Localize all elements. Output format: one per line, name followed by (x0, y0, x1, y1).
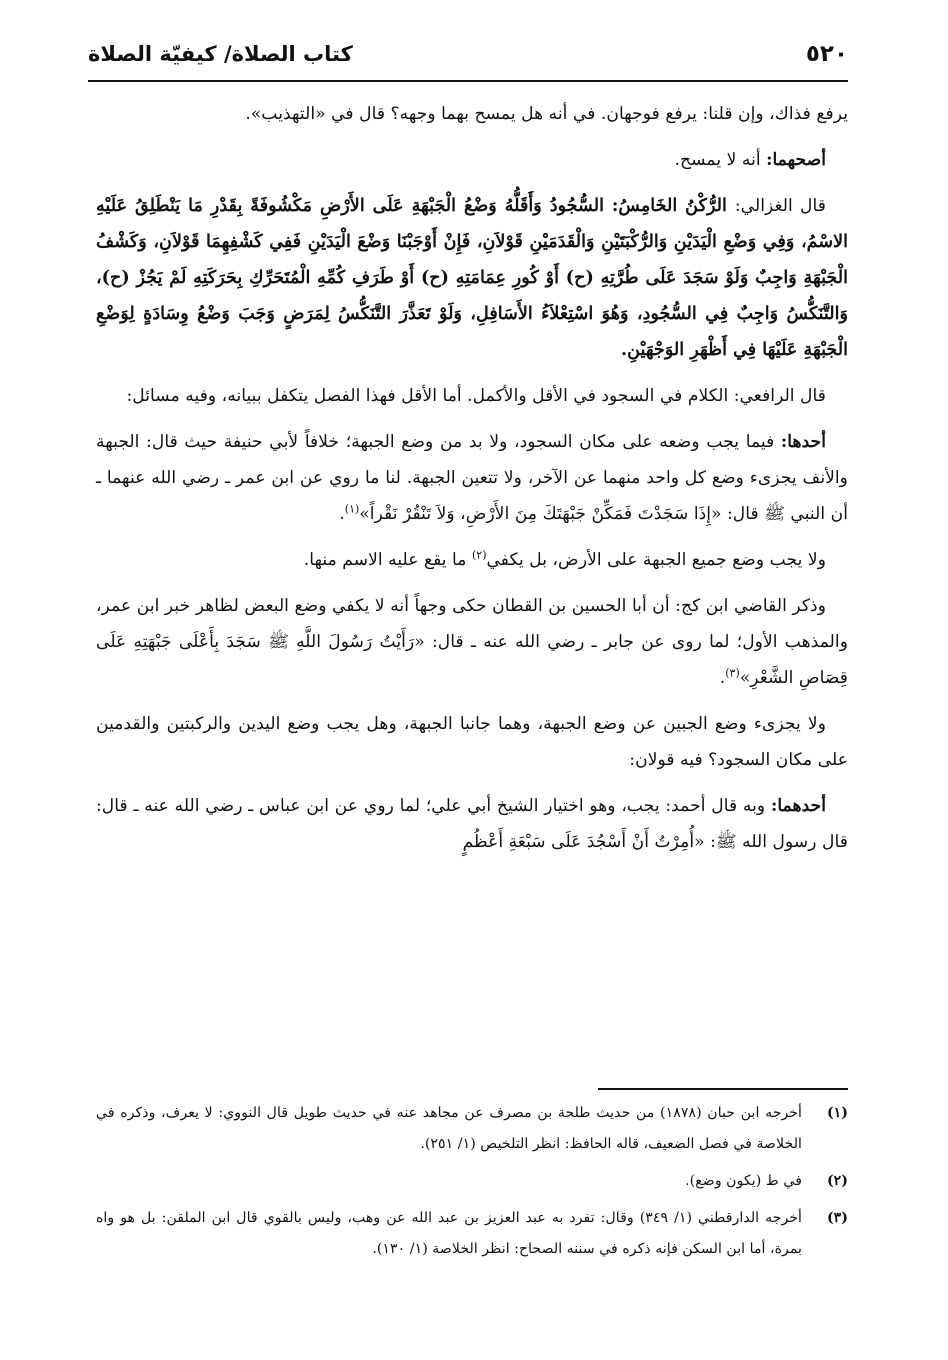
paragraph-text: قال الرافعي: الكلام في السجود في الأقل والأكمل. أما الأقل فهذا الفصل يتكفل ببيانه، وفيه مسائل: (126, 386, 826, 406)
footnote-text: أخرجه الدارقطني (١/ ٣٤٩) وقال: تفرد به عبد العزيز بن عبد الله عن وهب، وليس بالقوي قال ابن الملقن: بل هو واه بمرة، أما ابن السكن فإنه ذكره في سننه الصحاح: انظر الخلاصة (١/ ١٣٠). (96, 1210, 802, 1257)
paragraph-lead: قال الغزالي: (734, 196, 827, 216)
paragraph-ghazali (96, 188, 848, 368)
footnotes (96, 1098, 848, 1271)
paragraph-lead: أحدها: (780, 432, 826, 452)
paragraph-text: ولا يجب وضع جميع الجبهة على الأرض، بل يكفي (486, 550, 826, 570)
paragraph-text: أنه لا يمسح. (674, 150, 767, 170)
footnote-number: (١) (826, 1105, 848, 1121)
footnote-ref[interactable]: (٣) (725, 666, 740, 680)
footnote-rule (598, 1088, 848, 1090)
paragraph-text: فيما يجب وضعه على مكان السجود، ولا بد من وضع الجبهة؛ خلافاً لأبي حنيفة حيث قال: الجبهة والأنف يجزىء وضع كل واحد منهما عن الآخر، ولا تتعين الجبهة. لنا ما روي عن ابن عمر ـ رضي الله عنهما ـ أن النبي ﷺ قال: «إِذَا سَجَدْتَ فَمَكِّنْ جَبْهَتَكَ مِنَ الأَرْضِ، وَلاَ تَنْقُرْ نَقْراً» (96, 432, 848, 524)
paragraph-lead: أحدهما: (770, 796, 826, 816)
page-number: ٥٢٠ (805, 41, 848, 67)
footnote (96, 1166, 848, 1197)
page-header (88, 32, 848, 76)
paragraph-tail: . (339, 504, 345, 524)
paragraph (96, 706, 848, 778)
footnote (96, 1203, 848, 1265)
paragraph-tail: . (719, 668, 726, 688)
footnote-text: أخرجه ابن حبان (١٨٧٨) من حديث طلحة بن مصرف عن مجاهد عنه في حديث طويل قال النووي: لا يعرف، وذكره في الخلاصة في فصل الضعيف، قاله الحافظ: انظر التلخيص (١/ ٢٥١). (96, 1105, 802, 1152)
paragraph-lead: أصحهما: (766, 150, 826, 170)
paragraph (96, 378, 848, 414)
header-rule (88, 80, 848, 82)
footnote-ref[interactable]: (١) (344, 502, 360, 516)
paragraph-text: وبه قال أحمد: يجب، وهو اختيار الشيخ أبي علي؛ لما روي عن ابن عباس ـ رضي الله عنه ـ قال: قال رسول الله ﷺ: «أُمِرْتُ أَنْ أَسْجُدَ عَلَى سَبْعَةِ أَعْظُمٍ (96, 796, 848, 852)
paragraph-text: وذكر القاضي ابن كج: أن أبا الحسين بن القطان حكى وجهاً أنه لا يكفي وضع البعض لظاهر خبر ابن عمر، والمذهب الأول؛ لما روى عن جابر ـ رضي الله عنه ـ قال: «رَأَيْتُ رَسُولَ اللَّهِ ﷺ سَجَدَ بِأَعْلَى جَبْهَتِهِ عَلَى قِصَاصِ الشَّعْرِ» (96, 596, 848, 688)
footnote-number: (٣) (826, 1210, 848, 1226)
quoted-text: الرُّكْنُ الخَامِسُ: السُّجُودُ وَأَقَلُّهُ وَضْعُ الْجَبْهَةِ عَلَى الأَرْضِ مَكْشُوفَةً بِقَدْرِ مَا يَنْطَلِقُ عَلَيْهِ الاسْمُ، وَفِي وَضْعِ الْيَدَيْنِ وَالرُّكْبَتَيْنِ وَالْقَدَمَيْنِ قَوْلاَنِ، فَإِنْ أَوْجَبْنَا وَضْعَ الْيَدَيْنِ فَفِي كَشْفِهِمَا قَوْلاَنِ، وَكَشْفُ الْجَبْهَةِ وَاجِبٌ وَلَوْ سَجَدَ عَلَى طُرَّتِهِ (ح) أَوْ كُورِ عِمَامَتِهِ (ح) أَوْ طَرَفِ كُمِّهِ الْمُتَحَرِّكِ بِحَرَكَتِهِ لَمْ يَجُزْ (ح)، وَالتَّنَكُّسُ وَاجِبٌ فِي السُّجُودِ، وَهُوَ اسْتِعْلاَءُ الأَسَافِلِ، وَلَوْ تَعَذَّرَ التَّنَكُّسُ لِمَرَضٍ وَجَبَ وَضْعُ وِسَادَةٍ لِوَضْعِ الْجَبْهَةِ عَلَيْهَا فِي أَظْهَرِ الوَجْهَيْنِ. (96, 195, 848, 360)
paragraph (96, 588, 848, 696)
paragraph (96, 542, 848, 578)
paragraph-text: يرفع فذاك، وإن قلنا: يرفع فوجهان. في أنه هل يمسح بهما وجهه؟ قال في «التهذيب». (245, 104, 848, 124)
running-title: كتاب الصلاة/ كيفيّة الصلاة (88, 42, 353, 66)
footnote-number: (٢) (826, 1173, 848, 1189)
paragraph-text: ولا يجزىء وضع الجبين عن وضع الجبهة، وهما جانبا الجبهة، وهل يجب وضع اليدين والركبتين والقدمين على مكان السجود؟ فيه قولان: (96, 714, 848, 770)
paragraph (96, 96, 848, 132)
paragraph-tail: ما يقع عليه الاسم منها. (303, 550, 472, 570)
paragraph (96, 142, 848, 178)
footnote (96, 1098, 848, 1160)
paragraph (96, 788, 848, 860)
paragraph (96, 424, 848, 532)
footnote-text: في ط (يكون وضع). (685, 1173, 802, 1189)
main-text (96, 96, 848, 870)
footnote-ref[interactable]: (٢) (471, 548, 487, 562)
